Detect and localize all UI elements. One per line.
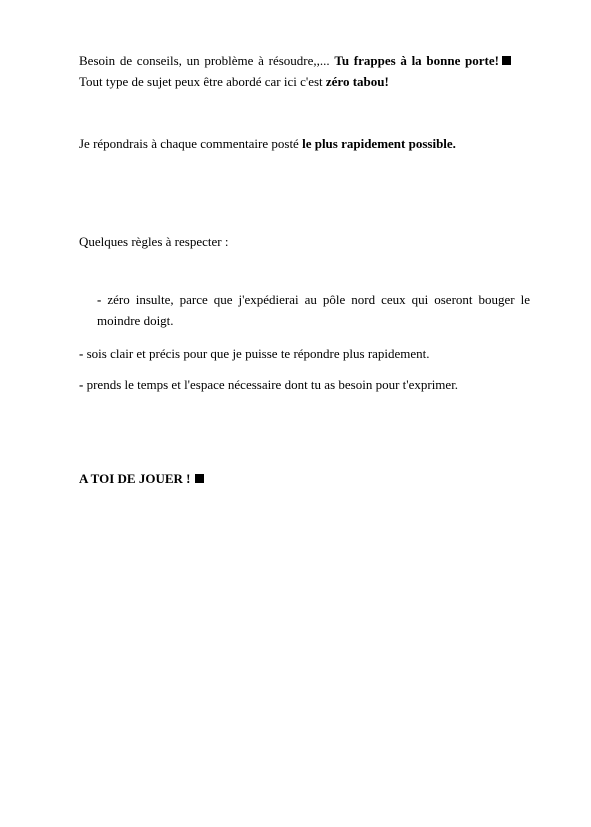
rule-text: prends le temps et l'espace nécessaire dont tu as besoin pour t'exprimer. [83, 377, 459, 392]
black-square-icon [195, 474, 204, 483]
closing-line [79, 468, 512, 489]
rules-heading: Quelques règles à respecter : [79, 234, 229, 249]
rule-dash: - [79, 346, 84, 361]
rule-text: zéro insulte, parce que j'expédierai au pôle nord ceux qui oseront bouger le moindre doigt. [97, 292, 530, 328]
intro-zero-tabou: zéro tabou! [325, 74, 389, 89]
rule-dash: - [79, 377, 84, 392]
rule-text: sois clair et précis pour que je puisse te répondre plus rapidement. [83, 346, 430, 361]
closing-text: A TOI DE JOUER ! [79, 471, 191, 486]
rule-item-2 [79, 343, 512, 364]
reply-paragraph [79, 133, 512, 154]
rule-dash: - [97, 292, 102, 307]
intro-text: Besoin de conseils, un problème à résoudre,,... [79, 53, 335, 68]
reply-text: Je répondrais à chaque commentaire posté [79, 136, 303, 151]
black-square-icon [502, 56, 511, 65]
reply-bold-text: le plus rapidement possible. [302, 136, 456, 151]
intro-paragraph [79, 50, 512, 92]
intro-topic-text: Tout type de sujet peux être abordé car ici c'est [79, 74, 326, 89]
rule-item-3 [79, 374, 512, 395]
intro-bold-text: Tu frappes à la bonne porte! [334, 53, 499, 68]
rule-item-1 [79, 289, 530, 331]
